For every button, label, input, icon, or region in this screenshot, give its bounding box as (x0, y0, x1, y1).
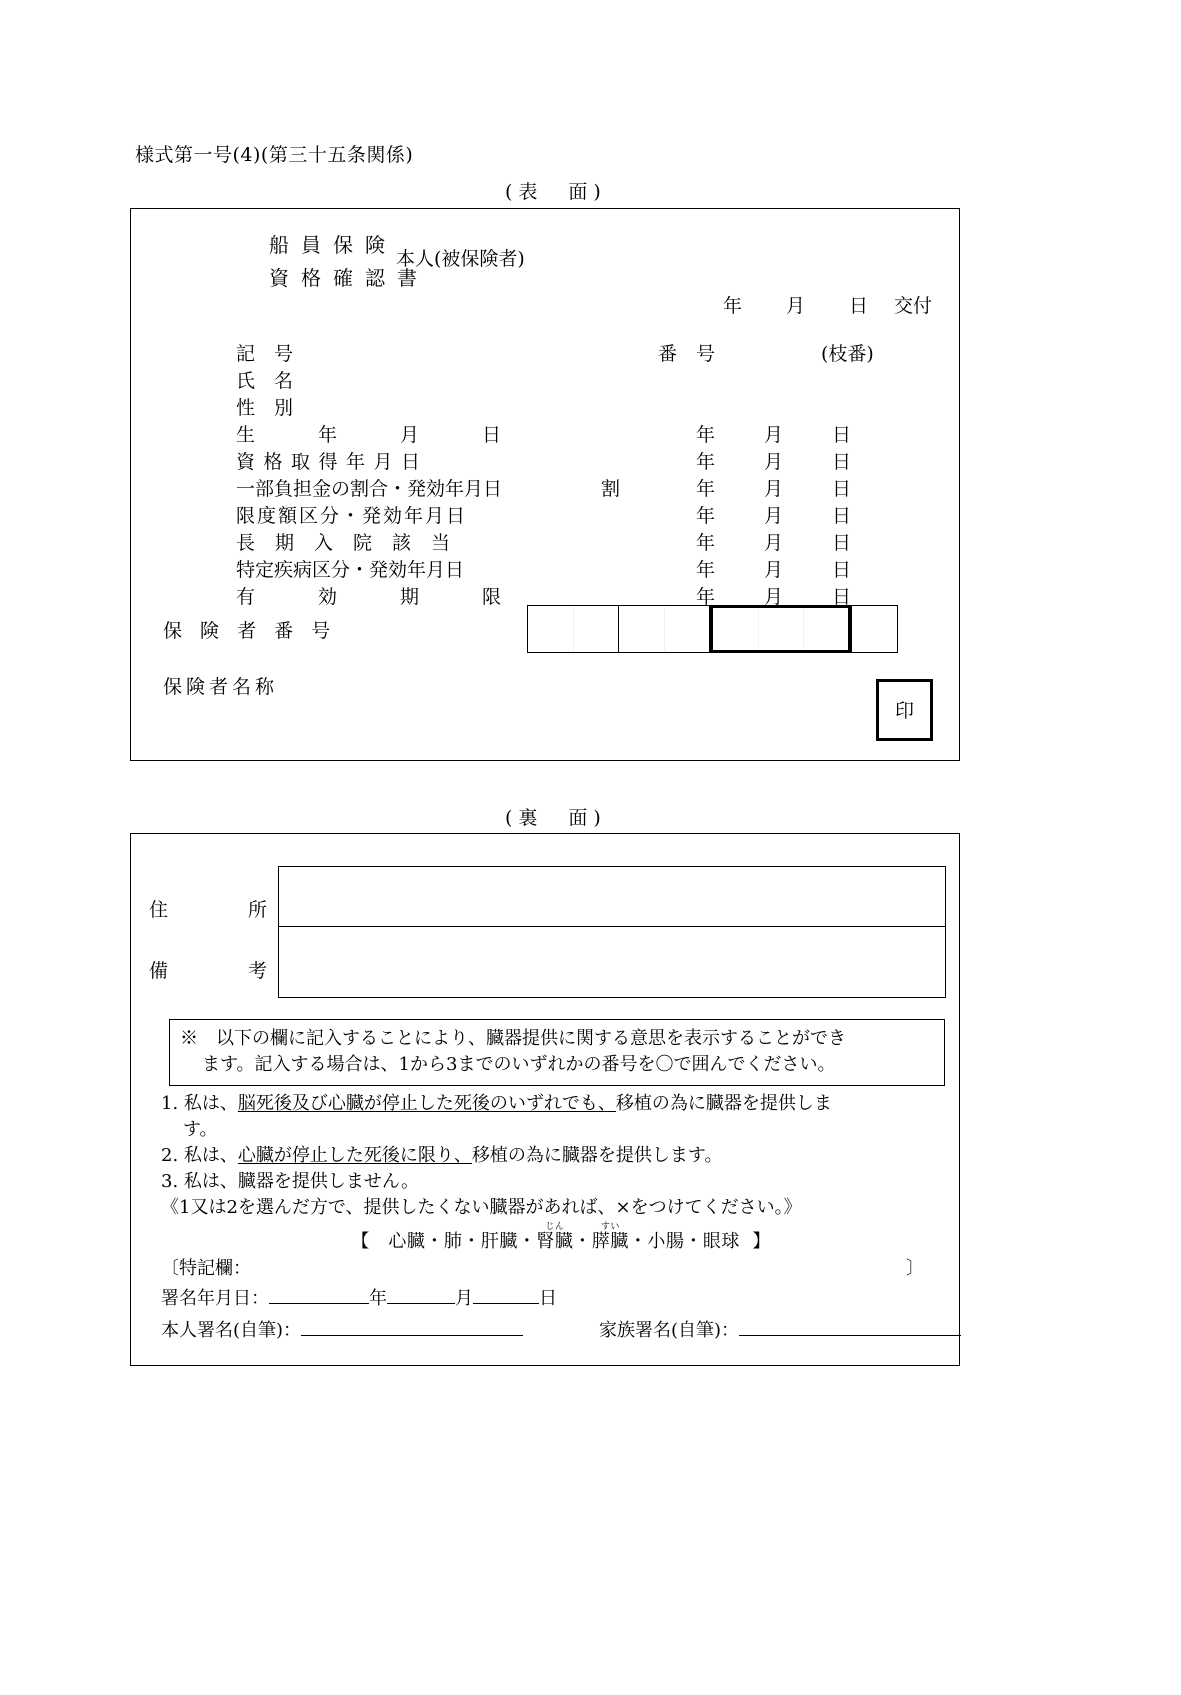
choice-3-number: 3. (161, 1171, 179, 1192)
insurer-number-cell[interactable] (852, 606, 897, 652)
signature-date-month-input[interactable] (387, 1303, 455, 1304)
valid-until-year: 年 (696, 586, 716, 608)
field-label-qualification-date: 資格取得年月日 (236, 451, 429, 473)
insurer-number-grid[interactable] (527, 605, 898, 653)
field-row-limit-category (131, 501, 961, 528)
specific-disease-day: 日 (832, 559, 852, 581)
stamp-box: 印 (876, 679, 933, 741)
organ-sep: ・ (425, 1231, 444, 1252)
signature-date-day-input[interactable] (473, 1303, 539, 1304)
front-card (130, 208, 960, 761)
organ-sep: ・ (684, 1231, 703, 1252)
organ-list-close: 】 (752, 1231, 771, 1252)
longterm-year: 年 (696, 532, 716, 554)
field-label-birthdate: 生 年 月 日 (236, 424, 524, 446)
organ-sep: ・ (462, 1231, 481, 1252)
field-row-birthdate (131, 420, 961, 447)
choice-2-number: 2. (161, 1145, 179, 1166)
field-label-name: 氏 名 (236, 370, 294, 392)
limit-year: 年 (696, 505, 716, 527)
signature-date-month: 月 (455, 1288, 473, 1309)
signature-date-label: 署名年月日： (161, 1288, 269, 1309)
valid-until-month: 月 (764, 586, 784, 608)
field-label-number: 番 号 (658, 343, 716, 365)
special-notes-row[interactable] (161, 1254, 961, 1280)
valid-until-day: 日 (832, 586, 852, 608)
self-signature-input[interactable] (301, 1335, 523, 1336)
choice-2-underlined: 心臓が停止した死後に限り、 (237, 1145, 472, 1166)
insurer-number-cell[interactable] (664, 606, 709, 652)
choice-item-2[interactable] (161, 1143, 961, 1169)
choice-2-lead: 私は、 (183, 1145, 238, 1166)
self-signature-group[interactable] (161, 1316, 523, 1342)
insurer-number-segment-3[interactable] (710, 605, 851, 653)
choice-item-1[interactable] (161, 1091, 961, 1143)
holder-label: 本人(被保険者) (396, 248, 525, 270)
insurer-name-label: 保険者名称 (163, 676, 279, 698)
special-notes-label: 〔特記欄： (161, 1258, 251, 1279)
insurer-number-segment-4[interactable] (851, 605, 898, 653)
organ-item-lung[interactable]: 肺 (443, 1231, 463, 1252)
qualification-day: 日 (832, 451, 852, 473)
address-label: 住 所 (149, 899, 268, 921)
form-number: 様式第一号(4)(第三十五条関係) (135, 144, 414, 166)
qualification-month: 月 (764, 451, 784, 473)
specific-disease-month: 月 (764, 559, 784, 581)
organ-sep: ・ (517, 1231, 537, 1252)
issue-month: 月 (786, 295, 806, 317)
choice-2-tail: 移植の為に臓器を提供します。 (471, 1145, 723, 1166)
notice-line-2: ます。記入する場合は、1から3までのいずれかの番号を〇で囲んでください。 (202, 1054, 836, 1075)
limit-day: 日 (832, 505, 852, 527)
organ-item-heart[interactable]: 心臓 (388, 1231, 426, 1252)
organ-donation-choices (161, 1091, 961, 1221)
insurer-number-cell[interactable] (619, 606, 664, 652)
family-signature-label: 家族署名(自筆)： (599, 1320, 740, 1341)
organ-item-intestine[interactable]: 小腸 (647, 1231, 685, 1252)
back-side-caption: (裏 面) (505, 807, 607, 829)
issue-day: 日 (849, 295, 869, 317)
field-row-gender (131, 393, 961, 420)
organ-item-eyeball[interactable]: 眼球 (702, 1231, 740, 1252)
field-label-copayment-ratio: 一部負担金の割合・発効年月日 (236, 478, 503, 500)
signature-date-row[interactable] (161, 1284, 557, 1310)
birthdate-year: 年 (696, 424, 716, 446)
field-row-name (131, 366, 961, 393)
copayment-year: 年 (696, 478, 716, 500)
choice-1-underlined: 脳死後及び心臓が停止した死後のいずれでも、 (237, 1093, 616, 1114)
organ-item-pancreas[interactable] (591, 1222, 629, 1252)
organ-item-pancreas-ruby: すい (591, 1222, 629, 1232)
field-label-symbol: 記 号 (236, 343, 294, 365)
signature-date-day: 日 (539, 1288, 557, 1309)
choice-1-tail: 移植の為に臓器を提供しま (615, 1093, 832, 1114)
insurance-title-line2: 資格確認書 (269, 266, 429, 290)
insurer-number-segment-1[interactable] (527, 605, 619, 653)
issue-suffix: 交付 (894, 295, 933, 317)
organ-sep: ・ (573, 1231, 592, 1252)
qualification-year: 年 (696, 451, 716, 473)
copayment-day: 日 (832, 478, 852, 500)
signature-date-year-input[interactable] (269, 1303, 369, 1304)
longterm-day: 日 (832, 532, 852, 554)
insurer-number-label: 保 険 者 番 号 (163, 620, 337, 642)
choice-1-lead: 私は、 (183, 1093, 238, 1114)
choice-1-cont: す。 (183, 1119, 218, 1140)
family-signature-group[interactable] (599, 1316, 961, 1342)
organ-list[interactable] (161, 1222, 961, 1253)
notice-line-1: ※ 以下の欄に記入することにより、臓器提供に関する意思を表示することができ (180, 1028, 846, 1049)
birthdate-day: 日 (832, 424, 852, 446)
organ-sep: ・ (628, 1231, 648, 1252)
limit-month: 月 (764, 505, 784, 527)
back-card (130, 833, 960, 1366)
insurer-number-cell[interactable] (528, 606, 573, 652)
copayment-ratio-unit: 割 (601, 478, 621, 500)
remarks-label: 備 考 (149, 960, 268, 982)
organ-exclusion-note: 《1又は2を選んだ方で、提供したくない臓器があれば、×をつけてください。》 (161, 1197, 802, 1218)
field-label-gender: 性 別 (236, 397, 294, 419)
choice-3-tail: 臓器を提供しません。 (237, 1171, 420, 1192)
organ-list-inner (351, 1222, 771, 1253)
special-notes-close: 〕 (906, 1258, 924, 1279)
field-label-longterm-admission: 長期入院該当 (236, 532, 471, 554)
field-label-limit-category: 限度額区分・発効年月日 (236, 505, 468, 527)
organ-list-open: 【 (351, 1231, 370, 1252)
organ-item-liver[interactable]: 肝臓 (480, 1231, 518, 1252)
self-signature-label: 本人署名(自筆)： (161, 1320, 302, 1341)
address-input[interactable] (278, 866, 946, 926)
front-side-caption: (表 面) (505, 181, 607, 203)
remarks-input[interactable] (278, 926, 946, 998)
field-label-specific-disease: 特定疾病区分・発効年月日 (236, 559, 465, 581)
insurer-number-segment-2[interactable] (619, 605, 710, 653)
birthdate-month: 月 (764, 424, 784, 446)
insurer-number-cell[interactable] (713, 608, 758, 650)
copayment-month: 月 (764, 478, 784, 500)
longterm-month: 月 (764, 532, 784, 554)
insurer-number-cell[interactable] (573, 606, 618, 652)
organ-item-pancreas-text: 膵臓 (591, 1231, 629, 1252)
insurer-number-cell[interactable] (758, 608, 803, 650)
insurer-number-cell[interactable] (803, 608, 848, 650)
field-row-specific-disease (131, 555, 961, 582)
family-signature-input[interactable] (739, 1335, 961, 1336)
front-field-list (131, 339, 961, 609)
choice-1-number: 1. (161, 1093, 179, 1114)
field-row-longterm-admission (131, 528, 961, 555)
organ-item-kidney-ruby: じん (536, 1222, 574, 1232)
choice-3-lead: 私は、 (183, 1171, 238, 1192)
insurance-title-line1: 船員保険 (269, 233, 397, 257)
specific-disease-year: 年 (696, 559, 716, 581)
issue-year: 年 (723, 295, 743, 317)
field-row-qualification-date (131, 447, 961, 474)
organ-donation-notice (169, 1019, 945, 1086)
signature-date-year: 年 (369, 1288, 387, 1309)
organ-item-kidney-text: 腎臓 (536, 1231, 574, 1252)
choice-item-3[interactable] (161, 1169, 961, 1195)
organ-item-kidney[interactable] (536, 1222, 574, 1252)
field-label-branch: (枝番) (821, 343, 874, 365)
issue-date-line (723, 291, 932, 318)
field-row-symbol (131, 339, 961, 366)
field-row-copayment-ratio (131, 474, 961, 501)
field-label-valid-until: 有 効 期 限 (236, 586, 524, 608)
